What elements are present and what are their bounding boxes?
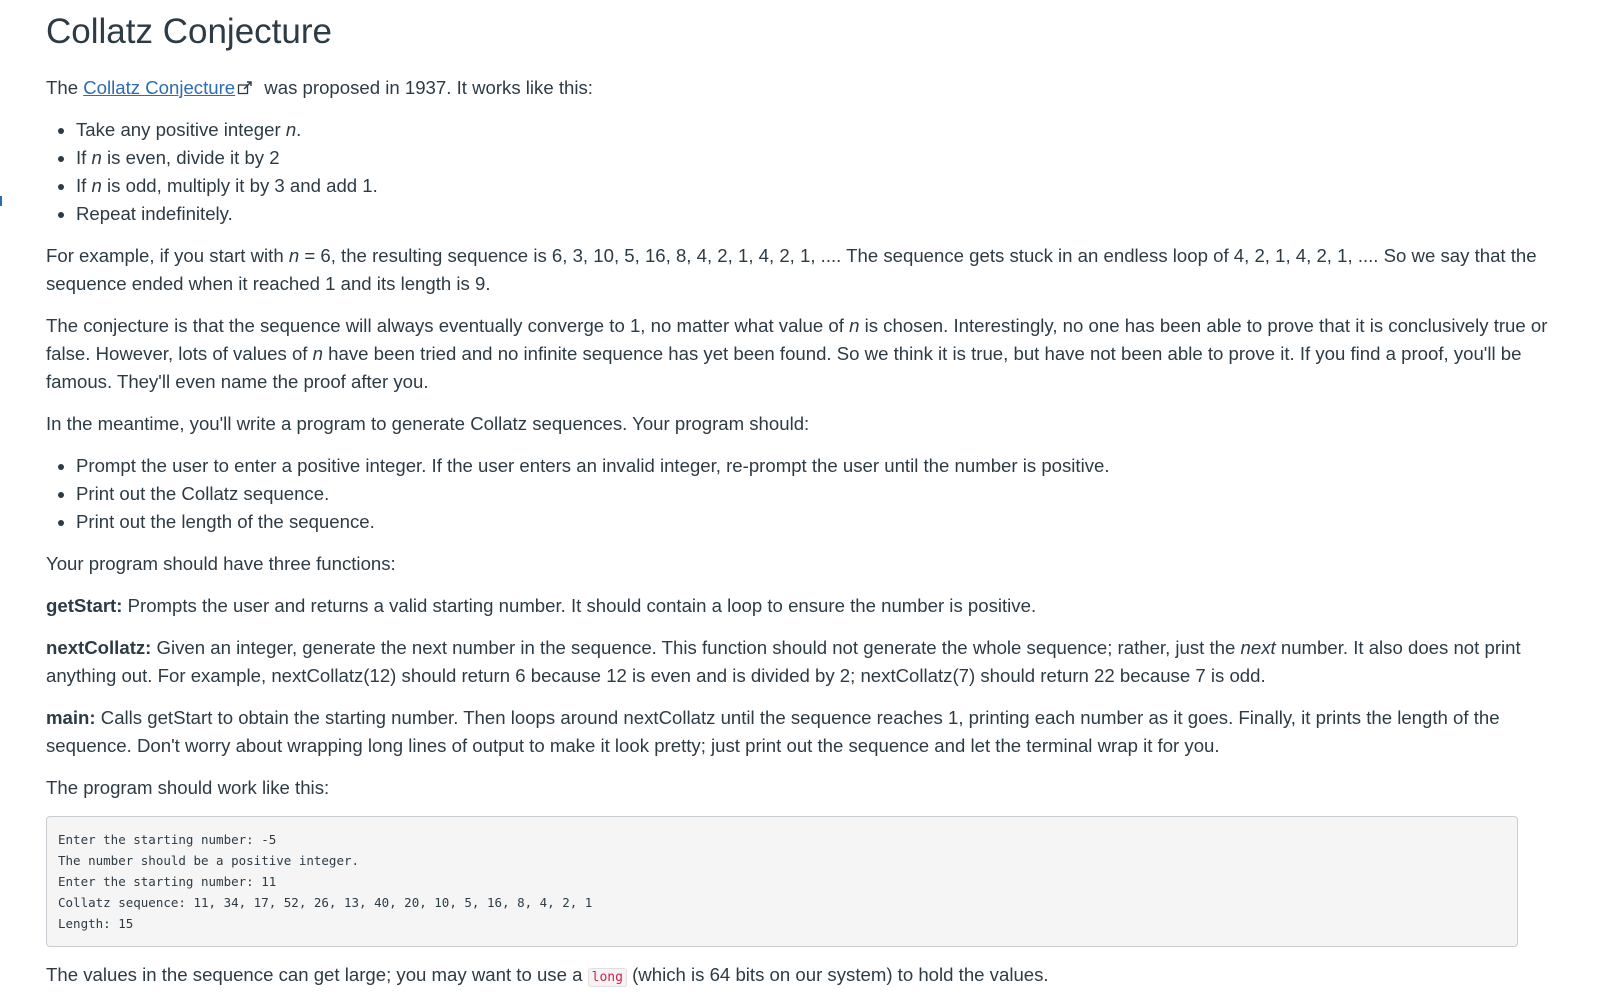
list-item <box>76 172 1566 200</box>
function-text: Calls getStart to obtain the starting number. Then loops around nextCollatz until the sequence reaches 1, printing each number as it goes. Finally, it prints the length of the sequence. Don't worry about wrapping long lines of output to make it look pretty; just print out the sequence and let the terminal wrap it for you. <box>46 707 1500 756</box>
requirements-list <box>46 452 1566 536</box>
functions-intro: Your program should have three functions: <box>46 553 396 574</box>
list-item: • Prompt the user to enter a positive integer. If the user enters an invalid integer, re-prompt the user until the number is positive. <box>76 452 1566 480</box>
page-title: Collatz Conjecture <box>46 12 332 51</box>
list-item: • Print out the Collatz sequence. <box>76 480 1566 508</box>
rule-text: If <box>76 147 92 168</box>
note-text: The values in the sequence can get large; you may want to use a <box>46 964 588 985</box>
conjecture-paragraph <box>46 312 1566 396</box>
rule-text: If <box>76 175 92 196</box>
example-text: = 6, the resulting sequence is 6, 3, 10, 5, 16, 8, 4, 2, 1, 4, 2, 1, .... The sequence gets stuck in an endless loop of 4, 2, 1, 4, 2, 1, .... So we say that the sequence ended when it reached 1 and its length is 9. <box>46 245 1537 294</box>
function-name: getStart: <box>46 595 123 616</box>
variable-n: n <box>91 147 102 168</box>
rule-text: is even, divide it by 2 <box>101 147 280 168</box>
rules-list <box>46 116 1566 228</box>
function-text: number. It also does not print anything out. For example, nextCollatz(12) should return 6 because 12 is even and is divided by 2; nextCollatz(7) should return 22 because 7 is odd. <box>46 637 1521 686</box>
external-link-icon[interactable] <box>237 81 255 95</box>
page-content <box>46 0 1566 992</box>
nextcollatz-description <box>46 634 1566 690</box>
rule-text: . <box>296 119 302 140</box>
meantime-paragraph: In the meantime, you'll write a program to generate Collatz sequences. Your program should: <box>46 413 810 434</box>
function-name: main: <box>46 707 96 728</box>
function-name: nextCollatz: <box>46 637 152 658</box>
conjecture-text: is chosen. Interestingly, no one has been able to prove that it is conclusively true or false. However, lots of values of <box>46 315 1548 364</box>
collatz-conjecture-link[interactable]: Collatz Conjecture <box>83 77 236 98</box>
program-intro: The program should work like this: <box>46 777 330 798</box>
list-item <box>76 144 1566 172</box>
inline-code-long: long <box>588 968 627 987</box>
rule-text: is odd, multiply it by 3 and add 1. <box>101 175 378 196</box>
emphasis-next: next <box>1240 637 1276 658</box>
list-item <box>76 200 1566 228</box>
example-text: For example, if you start with <box>46 245 289 266</box>
intro-text-after: was proposed in 1937. It works like this: <box>259 77 593 98</box>
main-description <box>46 704 1566 760</box>
variable-n: n <box>312 343 323 364</box>
list-item: • Print out the length of the sequence. <box>76 508 1566 536</box>
rule-text: Repeat indefinitely. <box>76 203 233 224</box>
sample-output-code-block: Enter the starting number: -5 The number should be a positive integer. Enter the starting number: 11 Collatz sequence: 11, 34, 17, 52, 26, 13, 40, 20, 10, 5, 16, 8, 4, 2, 1 Length: 15 <box>46 816 1518 947</box>
list-item <box>76 116 1566 144</box>
left-edge-marker <box>0 196 2 206</box>
conjecture-text: have been tried and no infinite sequence has yet been found. So we think it is true, but have not been able to prove it. If you find a proof, you'll be famous. They'll even name the proof after you. <box>46 343 1522 392</box>
conjecture-text: The conjecture is that the sequence will always eventually converge to 1, no matter what value of <box>46 315 850 336</box>
function-text: Given an integer, generate the next number in the sequence. This function should not generate the whole sequence; rather, just the <box>151 637 1241 658</box>
variable-n: n <box>91 175 102 196</box>
variable-n: n <box>288 245 300 266</box>
intro-paragraph <box>46 74 1566 102</box>
values-note <box>46 961 1566 992</box>
rule-text: Take any positive integer <box>76 119 286 140</box>
intro-text-before: The <box>46 77 84 98</box>
function-text: Prompts the user and returns a valid starting number. It should contain a loop to ensure the number is positive. <box>122 595 1037 616</box>
variable-n: n <box>285 119 297 140</box>
note-text: (which is 64 bits on our system) to hold the values. <box>626 964 1049 985</box>
getstart-description <box>46 592 1566 620</box>
variable-n: n <box>849 315 860 336</box>
example-paragraph <box>46 242 1566 298</box>
